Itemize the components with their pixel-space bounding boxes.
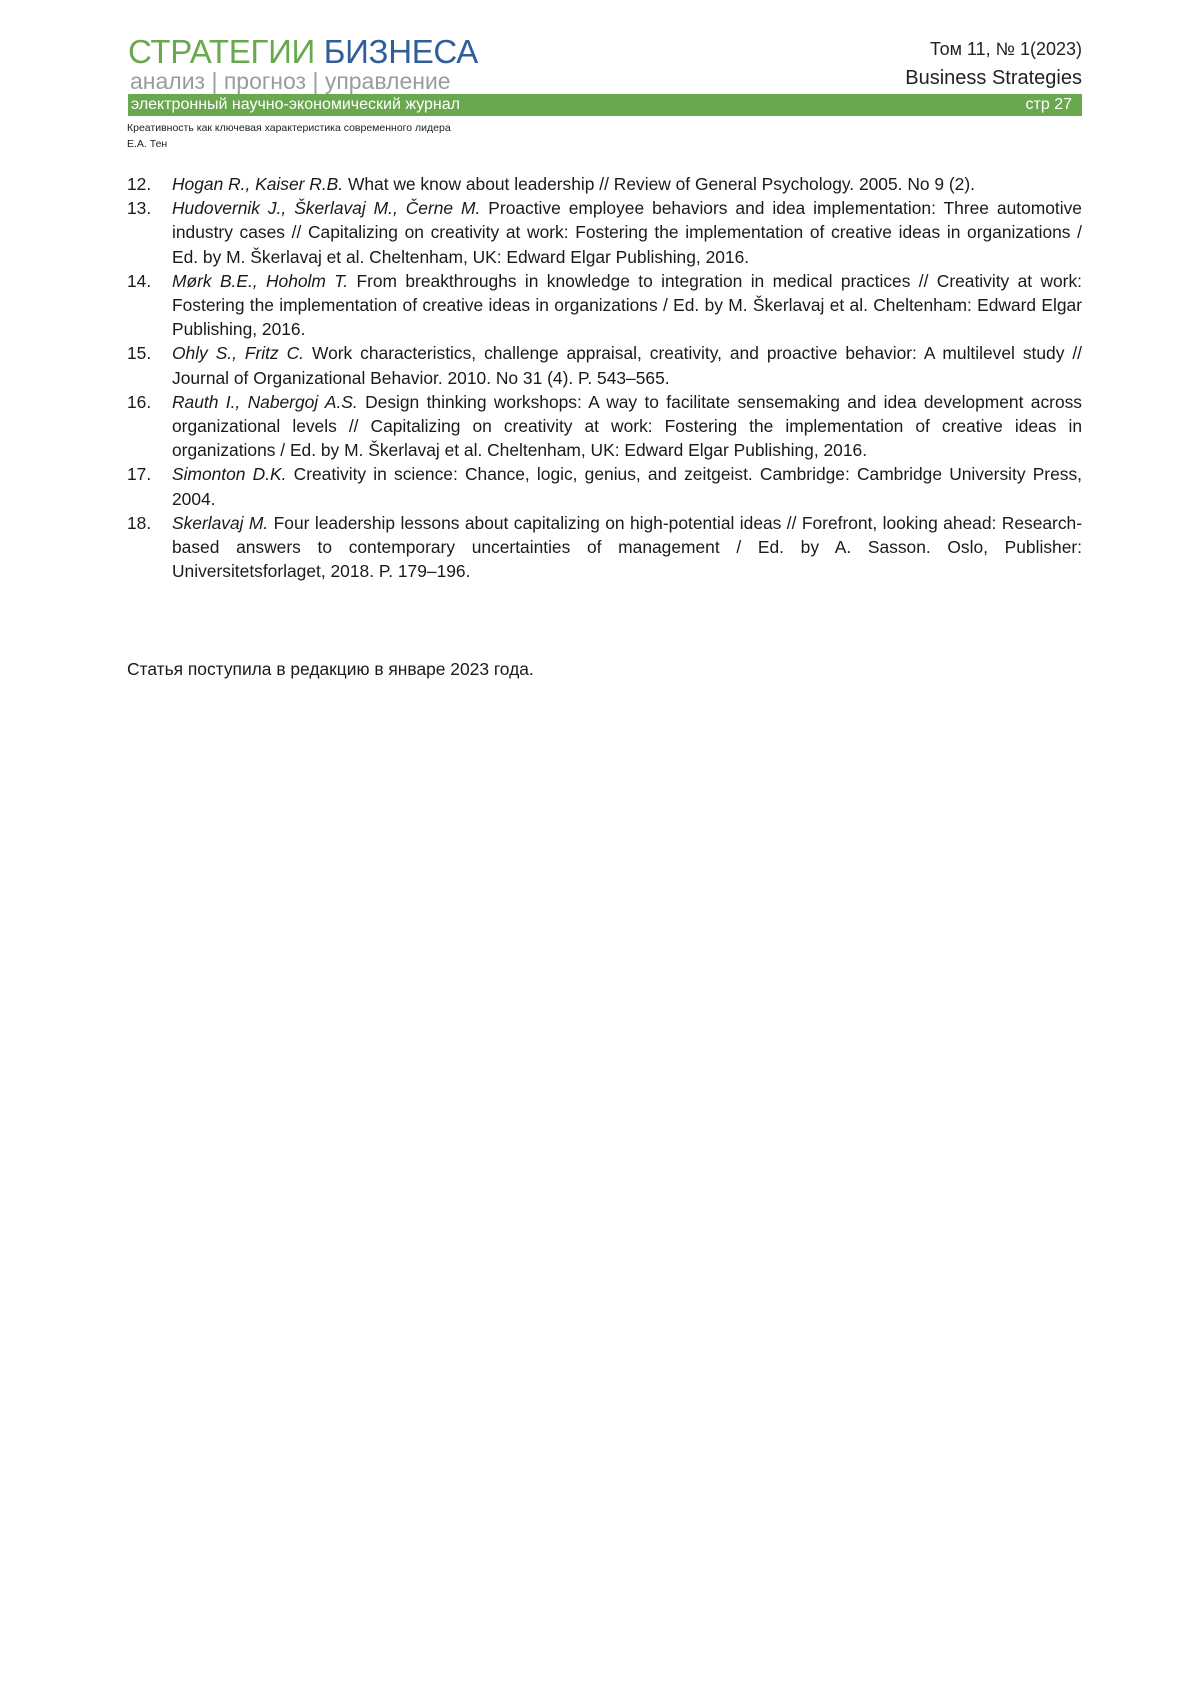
reference-number: 13.	[127, 196, 151, 220]
logo-title-blue: БИЗНЕСА	[324, 33, 478, 70]
reference-text: Proactive employee behaviors and idea implementation: Three automotive industry cases // Capitalizing on creativity at work: Fostering the implementation of creative ideas in organizations / Ed. by M. Škerlavaj et al. Cheltenham, UK: Edward Elgar Publishing, 2016.	[172, 198, 1082, 266]
journal-logo-subtitle: анализ | прогноз | управление	[130, 68, 451, 94]
reference-text: What we know about leadership // Review of General Psychology. 2005. No 9 (2).	[348, 174, 975, 194]
journal-logo-title	[128, 34, 478, 70]
journal-english-title: Business Strategies	[905, 66, 1082, 90]
reference-authors: Simonton D.K.	[172, 464, 286, 484]
reference-number: 17.	[127, 462, 151, 486]
journal-volume: Том 11, № 1(2023)	[930, 38, 1082, 60]
reference-number: 18.	[127, 511, 151, 535]
reference-authors: Mørk B.E., Hoholm T.	[172, 271, 348, 291]
reference-authors: Skerlavaj M.	[172, 513, 268, 533]
reference-item	[127, 341, 1082, 389]
journal-header	[128, 30, 1082, 120]
reference-item	[127, 511, 1082, 584]
journal-type-label: электронный научно-экономический журнал	[131, 95, 460, 115]
reference-text: Creativity in science: Chance, logic, genius, and zeitgeist. Cambridge: Cambridge University Press, 2004.	[172, 464, 1082, 508]
reference-text: Design thinking workshops: A way to facilitate sensemaking and idea development across organizational levels // Capitalizing on creativity at work: Fostering the implementation of creative ideas in organizations / Ed. by M. Škerlavaj et al. Cheltenham, UK: Edward Elgar Publishing, 2016.	[172, 392, 1082, 460]
reference-number: 15.	[127, 341, 151, 365]
reference-number: 16.	[127, 390, 151, 414]
reference-item	[127, 462, 1082, 510]
received-note: Статья поступила в редакцию в январе 2023 года.	[127, 657, 534, 681]
reference-text: Work characteristics, challenge appraisal, creativity, and proactive behavior: A multilevel study // Journal of Organizational Behavior. 2010. No 31 (4). P. 543–565.	[172, 343, 1082, 387]
reference-text: Four leadership lessons about capitalizing on high-potential ideas // Forefront, looking ahead: Research-based answers to contemporary uncertainties of management / Ed. by A. Sasson. Oslo, Publisher: Universitetsforlaget, 2018. P. 179–196.	[172, 513, 1082, 581]
reference-list	[127, 172, 1082, 583]
reference-authors: Hudovernik J., Škerlavaj M., Černe M.	[172, 198, 480, 218]
reference-authors: Ohly S., Fritz C.	[172, 343, 304, 363]
reference-number: 14.	[127, 269, 151, 293]
reference-item	[127, 196, 1082, 269]
logo-title-green: СТРАТЕГИИ	[128, 33, 315, 70]
journal-type-bar	[128, 94, 1082, 116]
reference-authors: Rauth I., Nabergoj A.S.	[172, 392, 358, 412]
reference-number: 12.	[127, 172, 151, 196]
reference-item	[127, 390, 1082, 463]
reference-text: From breakthroughs in knowledge to integration in medical practices // Creativity at work: Fostering the implementation of creative ideas in organizations / Ed. by M. Škerlavaj et al. Cheltenham: Edward Elgar Publishing, 2016.	[172, 271, 1082, 339]
running-head-author: Е.А. Тен	[127, 138, 167, 151]
reference-item	[127, 172, 1082, 196]
reference-item	[127, 269, 1082, 342]
running-head-title: Креативность как ключевая характеристика современного лидера	[127, 122, 451, 135]
page-number: стр 27	[1026, 95, 1072, 115]
reference-authors: Hogan R., Kaiser R.B.	[172, 174, 343, 194]
